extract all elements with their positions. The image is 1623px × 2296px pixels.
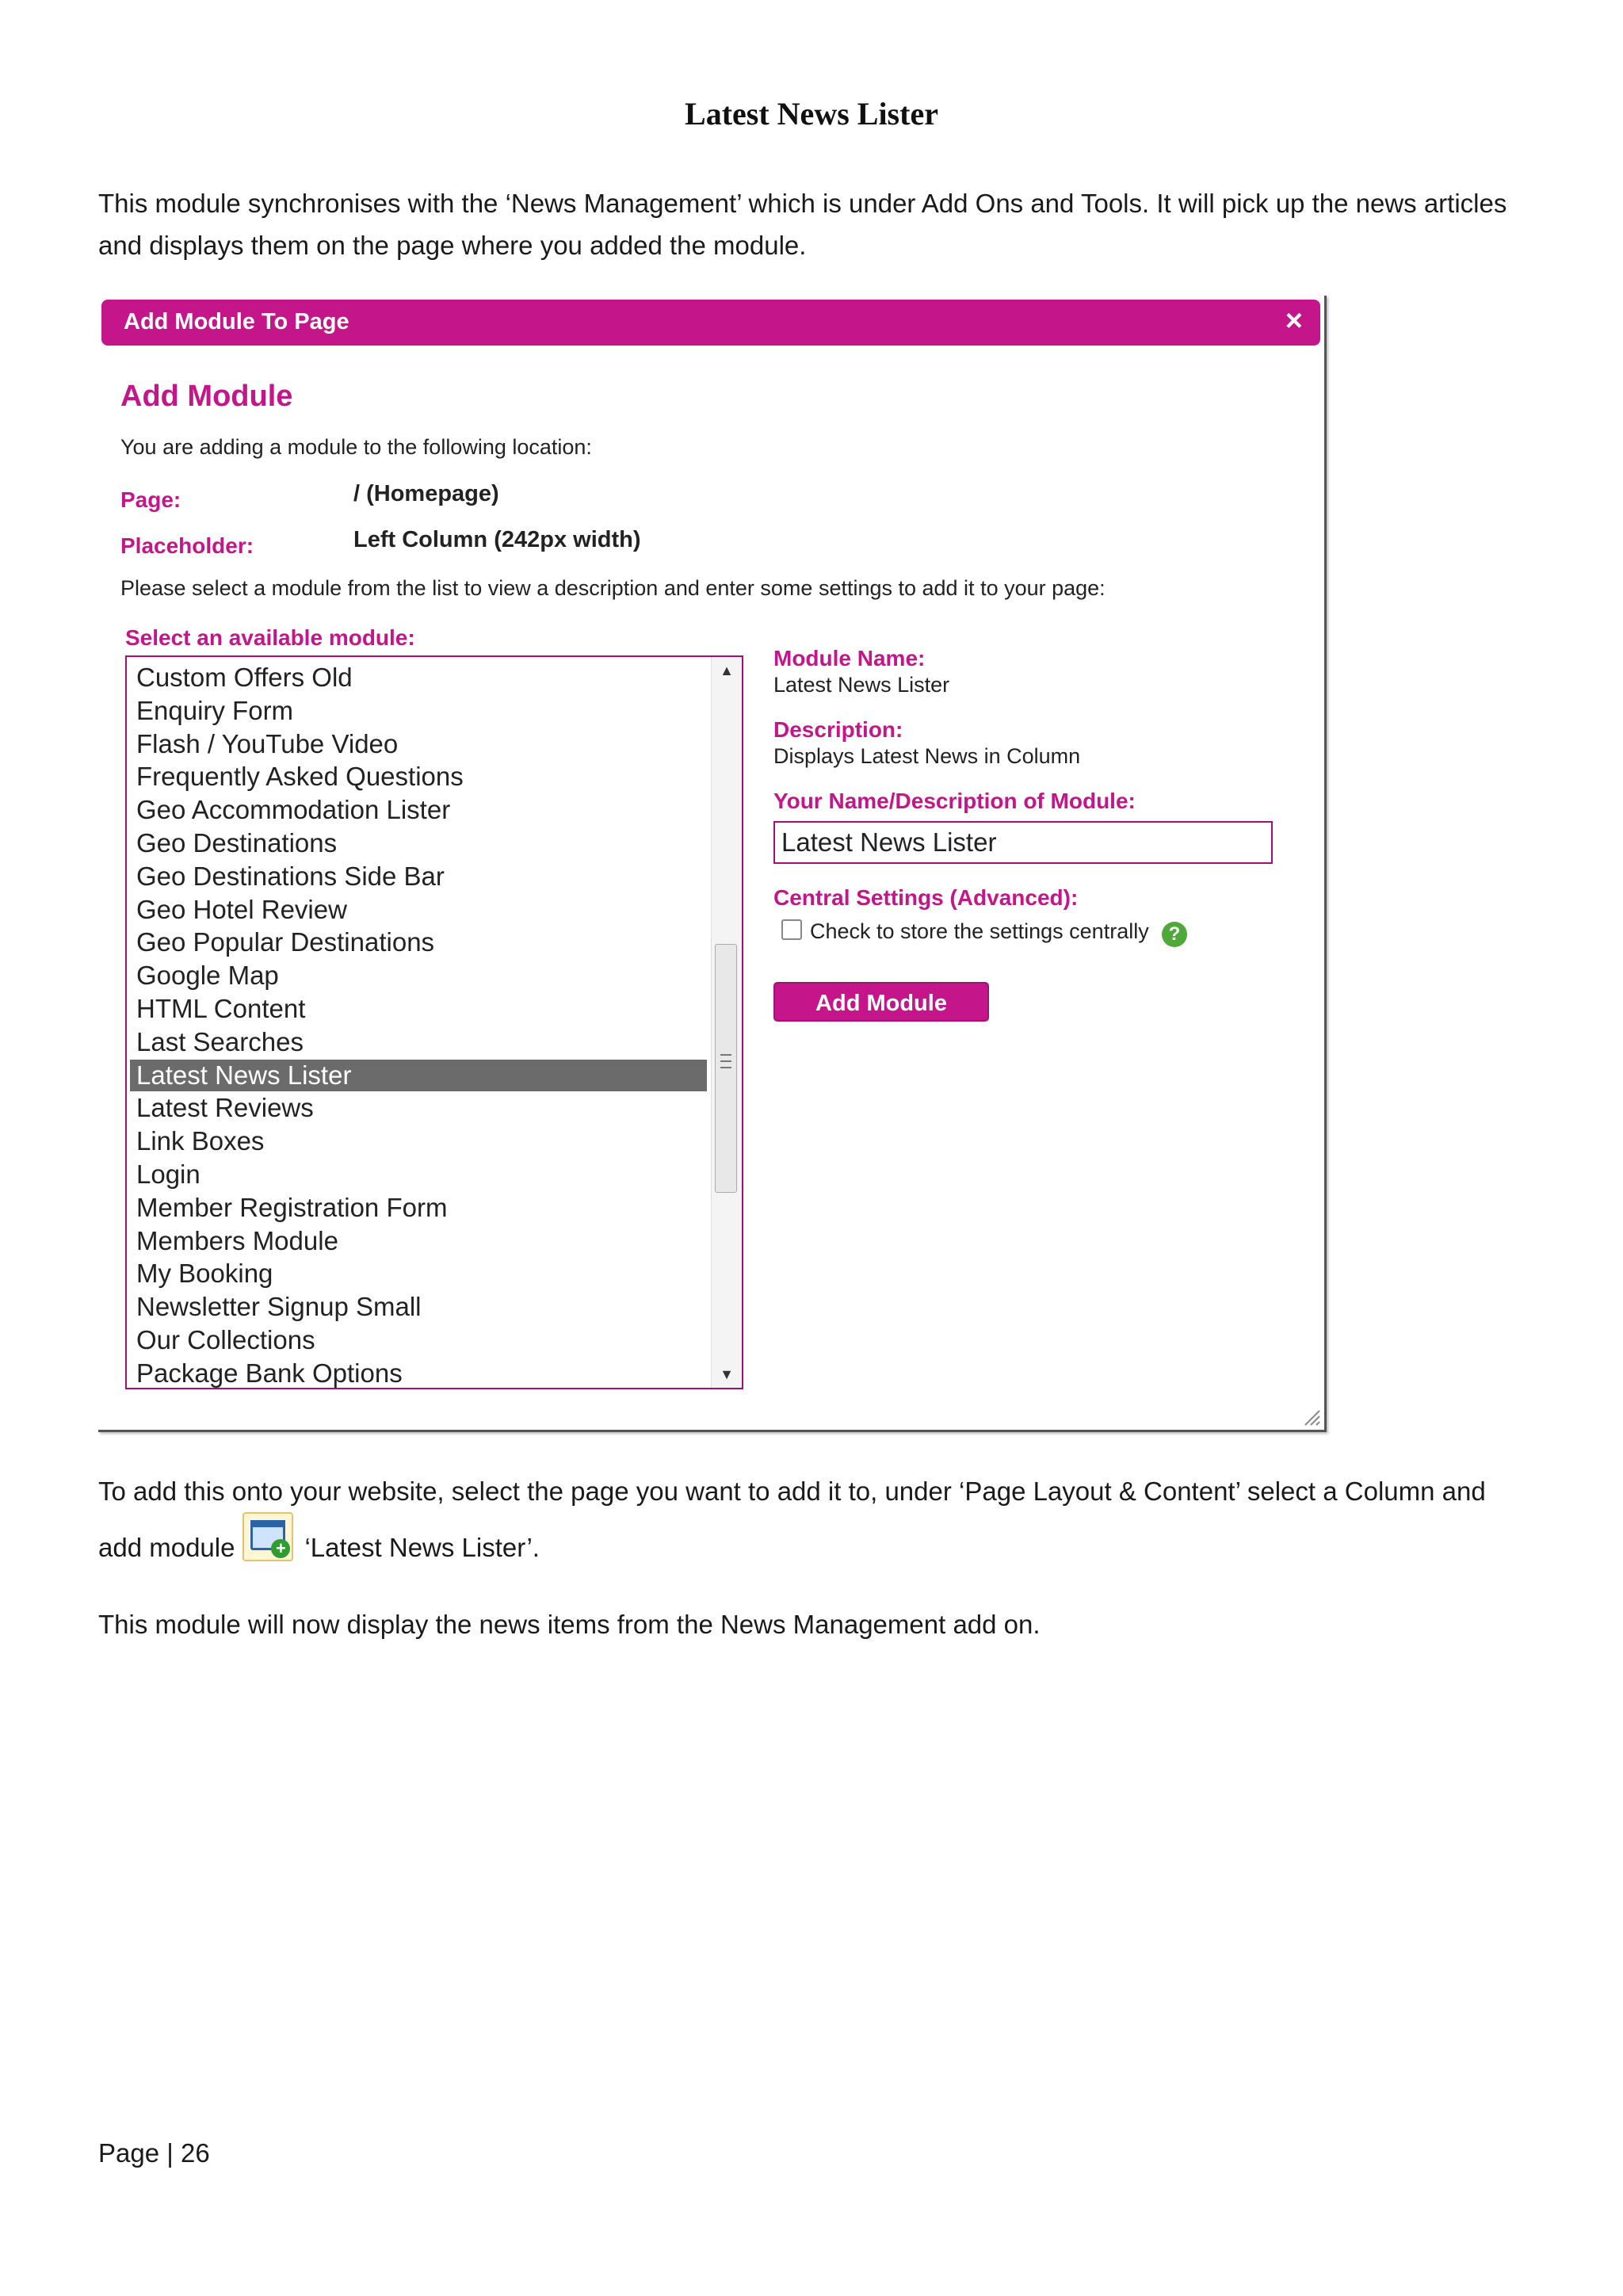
page-value: / (Homepage) <box>353 481 499 506</box>
location-text: You are adding a module to the following location: <box>120 435 592 459</box>
page-label: Page: <box>120 487 181 512</box>
module-list-item[interactable]: Custom Offers Old <box>136 663 353 692</box>
intro-paragraph: This module synchronises with the ‘News Management’ which is under Add Ons and Tools. It will pick up the news articles and displays them on the page where you added the module. <box>98 189 1507 260</box>
scroll-down-arrow-icon[interactable]: ▼ <box>720 1366 734 1382</box>
module-list-item[interactable]: Link Boxes <box>136 1126 265 1156</box>
add-module-heading: Add Module <box>120 380 293 413</box>
module-list-item[interactable]: Login <box>136 1159 200 1189</box>
document-title: Latest News Lister <box>685 96 938 132</box>
instruction-text-part1: To add this onto your website, select the page you want to add it to, under ‘Page Layout & Content’ select a Column and add module <box>98 1477 1486 1562</box>
scroll-up-arrow-icon[interactable]: ▲ <box>720 663 734 678</box>
select-module-label: Select an available module: <box>125 625 415 650</box>
module-list-item[interactable]: Geo Accommodation Lister <box>136 795 451 825</box>
central-settings-checkbox[interactable] <box>781 919 802 940</box>
module-list-item[interactable]: Latest News Lister <box>130 1060 707 1091</box>
placeholder-label: Placeholder: <box>120 533 254 558</box>
instructions-text: Please select a module from the list to view a description and enter some settings to add it to your page: <box>120 576 1106 600</box>
central-settings-label: Central Settings (Advanced): <box>773 885 1079 910</box>
close-icon[interactable]: × <box>1285 304 1303 338</box>
module-list-item[interactable]: Geo Hotel Review <box>136 894 347 924</box>
scrollbar-thumb[interactable] <box>715 944 737 1193</box>
module-name-label: Module Name: <box>773 646 926 670</box>
module-list-item[interactable]: Newsletter Signup Small <box>136 1292 422 1322</box>
module-list-item[interactable]: Google Map <box>136 961 279 991</box>
closing-paragraph: This module will now display the news items from the News Management add on. <box>98 1610 1041 1639</box>
instruction-text-part2: ‘Latest News Lister’. <box>304 1533 540 1562</box>
description-value: Displays Latest News in Column <box>773 744 1081 768</box>
module-list-item[interactable]: Latest Reviews <box>136 1093 314 1123</box>
your-name-label: Your Name/Description of Module: <box>773 789 1136 813</box>
module-name-value: Latest News Lister <box>773 673 950 697</box>
module-list-item[interactable]: Geo Popular Destinations <box>136 927 435 957</box>
description-label: Description: <box>773 717 903 742</box>
module-listbox[interactable] <box>125 655 743 1389</box>
module-list-item[interactable]: Geo Destinations <box>136 828 338 858</box>
add-module-button[interactable]: Add Module <box>773 982 989 1022</box>
module-list-item[interactable]: Enquiry Form <box>136 695 294 725</box>
instruction-paragraph <box>98 1470 1525 1568</box>
module-list-item[interactable]: Geo Destinations Side Bar <box>136 861 445 891</box>
module-list-item[interactable]: Package Bank Options <box>136 1358 403 1388</box>
add-module-dialog <box>98 296 1327 1432</box>
module-list-item[interactable]: Member Registration Form <box>136 1192 448 1222</box>
central-settings-text: Check to store the settings centrally <box>810 919 1149 943</box>
add-module-icon: + <box>242 1512 293 1561</box>
module-list-item[interactable]: Last Searches <box>136 1026 304 1056</box>
module-list-item[interactable]: Members Module <box>136 1225 338 1255</box>
module-list-item[interactable]: Our Collections <box>136 1325 315 1354</box>
module-name-input[interactable]: Latest News Lister <box>773 821 1273 864</box>
help-icon[interactable]: ? <box>1162 922 1187 947</box>
dialog-header <box>101 300 1320 346</box>
module-list-item[interactable]: Flash / YouTube Video <box>136 728 399 758</box>
module-list-item[interactable]: My Booking <box>136 1259 273 1289</box>
module-list-item[interactable]: Frequently Asked Questions <box>136 762 464 792</box>
dialog-title: Add Module To Page <box>124 309 349 334</box>
module-list-item[interactable]: HTML Content <box>136 994 306 1023</box>
placeholder-value: Left Column (242px width) <box>353 527 641 552</box>
listbox-scrollbar[interactable] <box>711 657 742 1388</box>
page-footer: Page | 26 <box>98 2138 210 2168</box>
resize-grip-icon[interactable] <box>1300 1406 1321 1427</box>
